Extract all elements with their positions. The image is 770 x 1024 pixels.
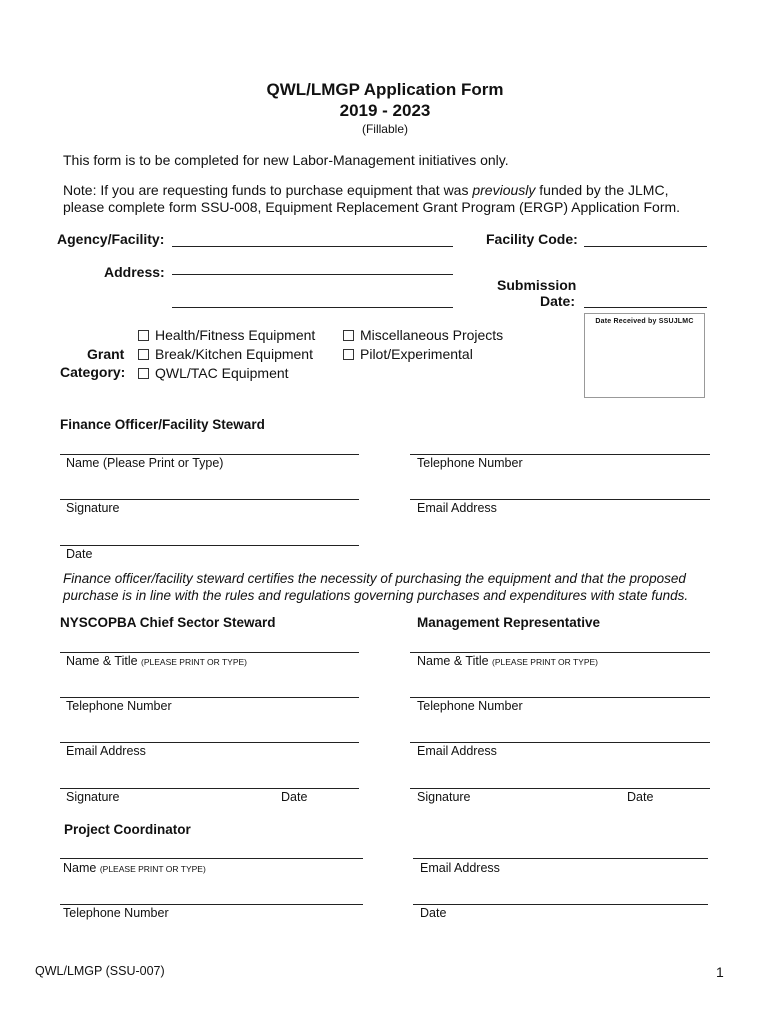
checkbox-health-fitness[interactable]	[138, 330, 149, 341]
management-signature-label: Signature	[417, 790, 471, 804]
submission-label: Submission	[497, 277, 577, 293]
management-telephone-field[interactable]	[410, 697, 710, 698]
steward-name-field[interactable]	[60, 652, 359, 653]
facility-code-label: Facility Code:	[486, 231, 578, 247]
coordinator-date-label: Date	[420, 906, 447, 920]
coordinator-heading: Project Coordinator	[64, 822, 191, 837]
coordinator-email-label: Email Address	[420, 861, 500, 875]
option-qwl-tac[interactable]	[138, 364, 289, 383]
finance-email-field[interactable]	[410, 499, 710, 500]
management-name-label	[417, 654, 598, 668]
management-telephone-label: Telephone Number	[417, 699, 523, 713]
option-label: Miscellaneous Projects	[360, 327, 504, 343]
steward-signature-field[interactable]	[60, 788, 359, 789]
facility-code-field[interactable]	[584, 246, 707, 247]
note-pre: Note: If you are requesting funds to purchase equipment that was	[63, 182, 473, 198]
option-label: Pilot/Experimental	[360, 346, 473, 362]
finance-name-label: Name (Please Print or Type)	[66, 456, 224, 470]
coordinator-email-field[interactable]	[413, 858, 708, 859]
steward-name-note: (PLEASE PRINT OR TYPE)	[141, 657, 247, 667]
option-pilot-experimental[interactable]	[343, 345, 473, 364]
finance-email-label: Email Address	[417, 501, 497, 515]
coordinator-name-note: (PLEASE PRINT OR TYPE)	[99, 864, 206, 874]
coordinator-date-field[interactable]	[413, 904, 708, 905]
option-miscellaneous[interactable]	[343, 326, 503, 345]
note-emphasis: previously	[472, 182, 536, 198]
note-text-line2: please complete form SSU-008, Equipment Replacement Grant Program (ERGP) Application Form.	[63, 199, 681, 215]
option-label: QWL/TAC Equipment	[155, 365, 289, 381]
steward-name-label	[66, 654, 247, 668]
coordinator-name-text: Name	[63, 861, 100, 875]
steward-email-label: Email Address	[66, 744, 146, 758]
finance-date-field[interactable]	[60, 545, 359, 546]
coordinator-telephone-field[interactable]	[60, 904, 363, 905]
steward-email-field[interactable]	[60, 742, 359, 743]
address-label: Address:	[104, 264, 165, 280]
footer-form-id: QWL/LMGP (SSU-007)	[35, 964, 165, 978]
intro-text: This form is to be completed for new Labor-Management initiatives only.	[63, 152, 509, 168]
finance-signature-label: Signature	[66, 501, 120, 515]
certification-line2: purchase is in line with the rules and regulations governing purchases and expenditures with state funds.	[63, 588, 689, 603]
steward-telephone-field[interactable]	[60, 697, 359, 698]
steward-signature-label: Signature	[66, 790, 120, 804]
management-email-label: Email Address	[417, 744, 497, 758]
coordinator-telephone-label: Telephone Number	[63, 906, 169, 920]
steward-name-text: Name & Title	[66, 654, 142, 668]
management-name-text: Name & Title	[417, 654, 493, 668]
grant-label: Grant	[87, 346, 125, 362]
steward-date-label: Date	[281, 790, 308, 804]
checkbox-break-kitchen[interactable]	[138, 349, 149, 360]
finance-telephone-label: Telephone Number	[417, 456, 523, 470]
finance-heading: Finance Officer/Facility Steward	[60, 417, 265, 432]
finance-name-field[interactable]	[60, 454, 359, 455]
coordinator-name-label	[63, 861, 206, 875]
address-field-line2[interactable]	[172, 307, 453, 308]
address-field-line1[interactable]	[172, 274, 453, 275]
option-label: Break/Kitchen Equipment	[155, 346, 313, 362]
fillable-note: (Fillable)	[361, 122, 408, 136]
chief-steward-heading: NYSCOPBA Chief Sector Steward	[60, 615, 276, 630]
checkbox-pilot-experimental[interactable]	[343, 349, 354, 360]
agency-facility-field[interactable]	[172, 246, 453, 247]
finance-telephone-field[interactable]	[410, 454, 710, 455]
coordinator-name-field[interactable]	[60, 858, 363, 859]
option-break-kitchen[interactable]	[138, 345, 313, 364]
management-email-field[interactable]	[410, 742, 710, 743]
page-number: 1	[716, 964, 724, 980]
submission-date-label: Date:	[540, 293, 576, 309]
date-received-label: Date Received by SSUJLMC	[595, 318, 694, 325]
option-label: Health/Fitness Equipment	[155, 327, 316, 343]
management-name-field[interactable]	[410, 652, 710, 653]
management-heading: Management Representative	[417, 615, 601, 630]
finance-signature-field[interactable]	[60, 499, 359, 500]
note-post: funded by the JLMC,	[535, 182, 669, 198]
category-label: Category:	[60, 364, 126, 380]
management-name-note: (PLEASE PRINT OR TYPE)	[492, 657, 598, 667]
certification-line1: Finance officer/facility steward certifies the necessity of purchasing the equipment and that the proposed	[63, 571, 686, 586]
finance-date-label: Date	[66, 547, 93, 561]
checkbox-qwl-tac[interactable]	[138, 368, 149, 379]
steward-telephone-label: Telephone Number	[66, 699, 172, 713]
form-title: QWL/LMGP Application Form	[266, 80, 504, 99]
form-years: 2019 - 2023	[339, 101, 431, 120]
management-date-label: Date	[627, 790, 654, 804]
option-health-fitness[interactable]	[138, 326, 315, 345]
checkbox-miscellaneous[interactable]	[343, 330, 354, 341]
date-received-box	[584, 313, 705, 398]
agency-facility-label: Agency/Facility:	[57, 231, 165, 247]
management-signature-field[interactable]	[410, 788, 710, 789]
submission-date-field[interactable]	[584, 307, 707, 308]
